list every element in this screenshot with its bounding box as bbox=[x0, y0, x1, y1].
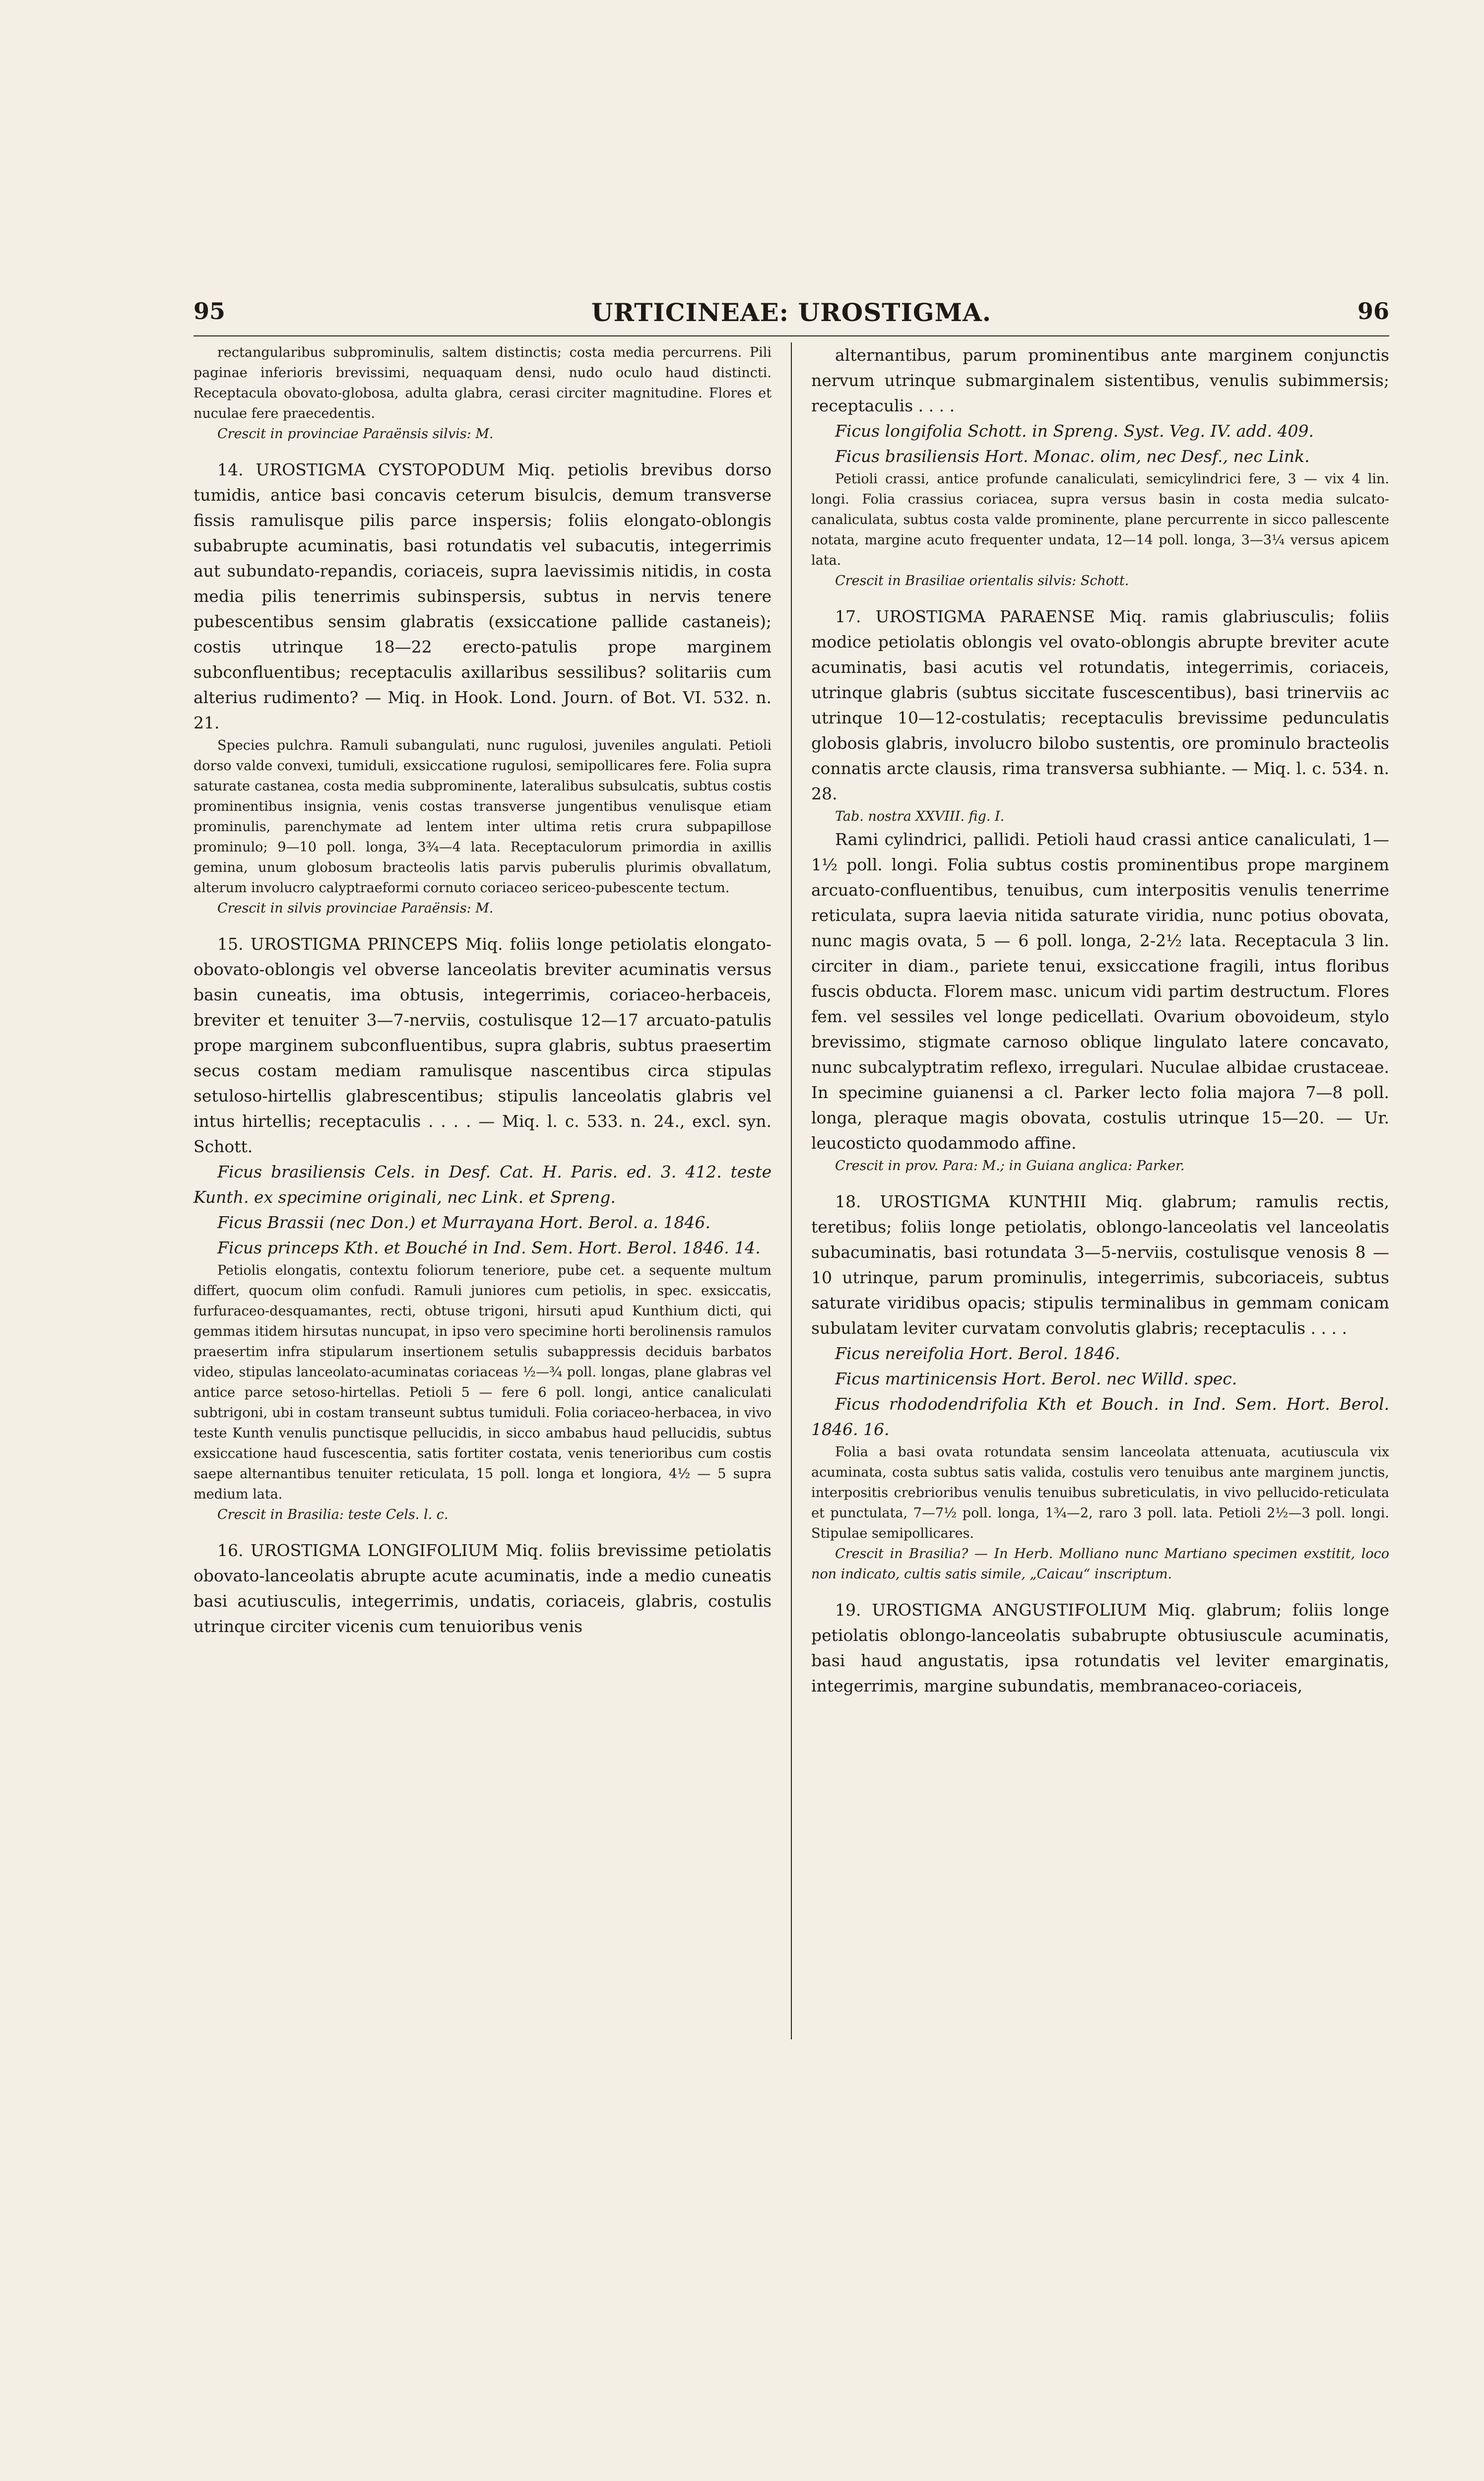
note-paragraph: Crescit in Brasilia: teste Cels. l. c. bbox=[217, 1507, 449, 1522]
body-paragraph: 17. UROSTIGMA PARAENSE Miq. ramis glabriusculis; foliis modice petiolatis oblongis vel ovato-oblongis abrupte breviter acute acuminatis, basi acutis vel rotundatis, integerrimis, coriaceis, utrinque glabris (subtus siccitate fuscescentibus), basi trinerviis ac utrinque 10—12-costulatis; receptaculis brevissime pedunculatis globosis glabris, involucro bilobo sustentis, ore prominulo bracteolis connatis arcte clausis, rima transversa subhiante. — Miq. l. c. 534. n. 28. bbox=[811, 607, 1389, 803]
running-head bbox=[194, 298, 1389, 332]
body-paragraph: Ficus Brassii (nec Don.) et Murrayana Hort. Berol. a. 1846. bbox=[217, 1213, 710, 1232]
body-paragraph: 19. UROSTIGMA ANGUSTIFOLIUM Miq. glabrum; foliis longe petiolatis oblongo-lanceolatis subabrupte obtusiuscule acuminatis, basi haud angustatis, ipsa rotundatis vel leviter emarginatis, integerrimis, margine subundatis, membranaceo-coriaceis, bbox=[811, 1600, 1389, 1696]
page-number-right: 96 bbox=[1357, 298, 1389, 325]
column-divider bbox=[791, 342, 792, 2039]
block-gap bbox=[811, 1584, 1389, 1597]
block-gap bbox=[811, 591, 1389, 604]
page-number-left: 95 bbox=[194, 298, 226, 325]
block-gap bbox=[811, 1176, 1389, 1189]
note-paragraph: Crescit in Brasiliae orientalis silvis: Schott. bbox=[835, 573, 1129, 588]
right-column bbox=[811, 342, 1389, 1698]
body-paragraph: 14. UROSTIGMA CYSTOPODUM Miq. petiolis brevibus dorso tumidis, antice basi concavis ceterum bisulcis, demum transverse fissis ramulisque pilis parce inspersis; foliis elongato-oblongis subabrupte acuminatis, basi rotundatis vel subacutis, integerrimis aut subundato-repandis, coriaceis, supra laevissimis nitidis, in costa media pilis tenerrimis subinspersis, subtus in nervis tenere pubescentibus sensim glabratis (exsiccatione pallide castaneis); costis utrinque 18—22 erecto-patulis prope marginem subconfluentibus; receptaculis axillaribus sessilibus? solitariis cum alterius rudimento? — Miq. in Hook. Lond. Journ. of Bot. VI. 532. n. 21. bbox=[194, 460, 772, 732]
body-paragraph: Ficus rhododendrifolia Kth et Bouch. in Ind. Sem. Hort. Berol. 1846. 16. bbox=[811, 1394, 1389, 1439]
body-paragraph: Rami cylindrici, pallidi. Petioli haud crassi antice canaliculati, 1—1½ poll. longi. Folia subtus costis prominentibus prope marginem arcuato-confluentibus, tenuibus, cum interpositis venulis tenerrime reticulata, supra laevia nitida saturate viridia, nunc potius obovata, nunc magis ovata, 5 — 6 poll. longa, 2-2½ lata. Receptacula 3 lin. circiter in diam., pariete tenui, exsiccatione fragili, intus floribus fuscis obducta. Florem masc. unicum vidi partim destructum. Flores fem. vel sessiles vel longe pedicellati. Ovarium obovoideum, stylo brevissimo, stigmate carnoso oblique lingulato latere concavato, nunc subcalyptratim reflexo, irregulari. Nuculae albidae crustaceae. In specimine guianensi a cl. Parker lecto folia majora 7—8 poll. longa, pleraque magis obovata, costulis utrinque 15—20. — Ur. leucosticto quodammodo affine. bbox=[811, 830, 1389, 1153]
left-column bbox=[194, 342, 772, 1639]
note-paragraph: Crescit in prov. Para: M.; in Guiana anglica: Parker. bbox=[835, 1158, 1185, 1174]
body-paragraph: alternantibus, parum prominentibus ante marginem conjunctis nervum utrinque submarginalem sistentibus, venulis subimmersis; receptaculis . . . . bbox=[811, 345, 1389, 415]
body-paragraph: 16. UROSTIGMA LONGIFOLIUM Miq. foliis brevissime petiolatis obovato-lanceolatis abrupte acute acuminatis, inde a medio cuneatis basi acutiusculis, integerrimis, undatis, coriaceis, glabris, costulis utrinque circiter vicenis cum tenuioribus venis bbox=[194, 1541, 772, 1636]
note-paragraph: Crescit in silvis provinciae Paraënsis: M. bbox=[217, 901, 494, 916]
block-gap bbox=[194, 918, 772, 931]
note-paragraph: Folia a basi ovata rotundata sensim lanceolata attenuata, acutiuscula vix acuminata, costa subtus satis valida, costulis vero tenuibus ante marginem junctis, interpositis crebrioribus venulis tenuibus subreticulatis, in vivo pellucido-reticulata et punctulata, 7—7½ poll. longa, 1¾—2, raro 3 poll. lata. Petioli 2½—3 poll. longi. Stipulae semipollicares. bbox=[811, 1444, 1389, 1541]
header-rule bbox=[194, 335, 1389, 336]
body-paragraph: Ficus brasiliensis Hort. Monac. olim, nec Desf., nec Link. bbox=[835, 447, 1310, 466]
body-paragraph: 18. UROSTIGMA KUNTHII Miq. glabrum; ramulis rectis, teretibus; foliis longe petiolatis, oblongo-lanceolatis vel lanceolatis subacuminatis, basi rotundata 3—5-nerviis, costulisque venosis 8 — 10 utrinque, parum prominulis, integerrimis, subcoriaceis, subtus saturate viridibus opacis; stipulis terminalibus in gemmam conicam subulatam leviter curvatam convolutis glabris; receptaculis . . . . bbox=[811, 1192, 1389, 1338]
block-gap bbox=[194, 444, 772, 457]
body-paragraph: Ficus martinicensis Hort. Berol. nec Willd. spec. bbox=[835, 1369, 1237, 1388]
note-paragraph: Species pulchra. Ramuli subangulati, nunc rugulosi, juveniles angulati. Petioli dorso valde convexi, tumiduli, exsiccatione rugulosi, semipollicares fere. Folia supra saturate castanea, costa media subprominente, lateralibus subsulcatis, subtus costis prominentibus insignia, venis costas transverse jungentibus venulisque etiam prominulis, parenchymate ad lentem inter ultima retis crura subpapillose prominulo; 9—10 poll. longa, 3¾—4 lata. Receptaculorum primordia in axillis gemina, unum globosum bracteolis latis parvis puberulis plurimis obvallatum, alterum involucro calyptraeformi cornuto coriaceo sericeo-pubescente tectum. bbox=[194, 738, 772, 896]
body-paragraph: Ficus brasiliensis Cels. in Desf. Cat. H. Paris. ed. 3. 412. teste Kunth. ex specimine originali, nec Link. et Spreng. bbox=[194, 1162, 772, 1207]
note-paragraph: Tab. nostra XXVIII. fig. I. bbox=[835, 809, 1005, 824]
note-paragraph: Crescit in provinciae Paraënsis silvis: M. bbox=[217, 426, 494, 442]
running-title: URTICINEAE: UROSTIGMA. bbox=[591, 298, 992, 327]
body-paragraph: Ficus princeps Kth. et Bouché in Ind. Sem. Hort. Berol. 1846. 14. bbox=[217, 1238, 761, 1257]
note-paragraph: rectangularibus subprominulis, saltem distinctis; costa media percurrens. Pili paginae inferioris brevissimi, nequaquam densi, nudo oculo haud distincti. Receptacula obovato-globosa, adulta glabra, cerasi circiter magnitudine. Flores et nuculae fere praecedentis. bbox=[194, 345, 772, 421]
body-paragraph: Ficus nereifolia Hort. Berol. 1846. bbox=[835, 1344, 1120, 1363]
note-paragraph: Petiolis elongatis, contextu foliorum teneriore, pube cet. a sequente multum differt, quocum olim confudi. Ramuli juniores cum petiolis, in spec. exsiccatis, furfuraceo-desquamantes, recti, obtuse trigoni, hirsuti apud Kunthium dicti, qui gemmas itidem hirsutas nuncupat, in ipso vero specimine horti berolinensis ramulos praesertim infra stipularum insertionem setulis subappressis deciduis barbatos video, stipulas lanceolato-acuminatas coriaceas ½—¾ poll. longas, plane glabras vel antice parce setoso-hirtellas. Petioli 5 — fere 6 poll. longi, antice canaliculati subtrigoni, ubi in costam transeunt subtus tumiduli. Folia coriaceo-herbacea, in vivo teste Kunth venulis punctisque pellucidis, in sicco ambabus haud pellucidis, subtus exsiccatione haud fuscescentia, satis fortiter costata, venis tenerioribus cum costis saepe alternantibus tenuiter reticulata, 15 poll. longa et longiora, 4½ — 5 supra medium lata. bbox=[194, 1263, 772, 1502]
note-paragraph: Petioli crassi, antice profunde canaliculati, semicylindrici fere, 3 — vix 4 lin. longi. Folia crassius coriacea, supra versus basin in costa media sulcato-canaliculata, subtus costa valde prominente, plane percurrente in sicco pallescente notata, margine acuto frequenter undata, 12—14 poll. longa, 3—3¼ versus apicem lata. bbox=[811, 471, 1389, 568]
body-paragraph: 15. UROSTIGMA PRINCEPS Miq. foliis longe petiolatis elongato-obovato-oblongis vel obverse lanceolatis breviter acuminatis versus basin cuneatis, ima obtusis, integerrimis, coriaceo-herbaceis, breviter et tenuiter 3—7-nerviis, costulisque 12—17 arcuato-patulis prope marginem subconfluentibus, supra glabris, subtus praesertim secus costam mediam ramulisque nascentibus circa stipulas setuloso-hirtellis glabrescentibus; stipulis lanceolatis glabris vel intus hirtellis; receptaculis . . . . — Miq. l. c. 533. n. 24., excl. syn. Schott. bbox=[194, 934, 772, 1156]
body-paragraph: Ficus longifolia Schott. in Spreng. Syst. Veg. IV. add. 409. bbox=[835, 421, 1314, 441]
block-gap bbox=[194, 1525, 772, 1538]
note-paragraph: Crescit in Brasilia? — In Herb. Molliano nunc Martiano specimen exstitit, loco non indicato, cultis satis simile, „Caicau“ inscriptum. bbox=[811, 1546, 1389, 1582]
